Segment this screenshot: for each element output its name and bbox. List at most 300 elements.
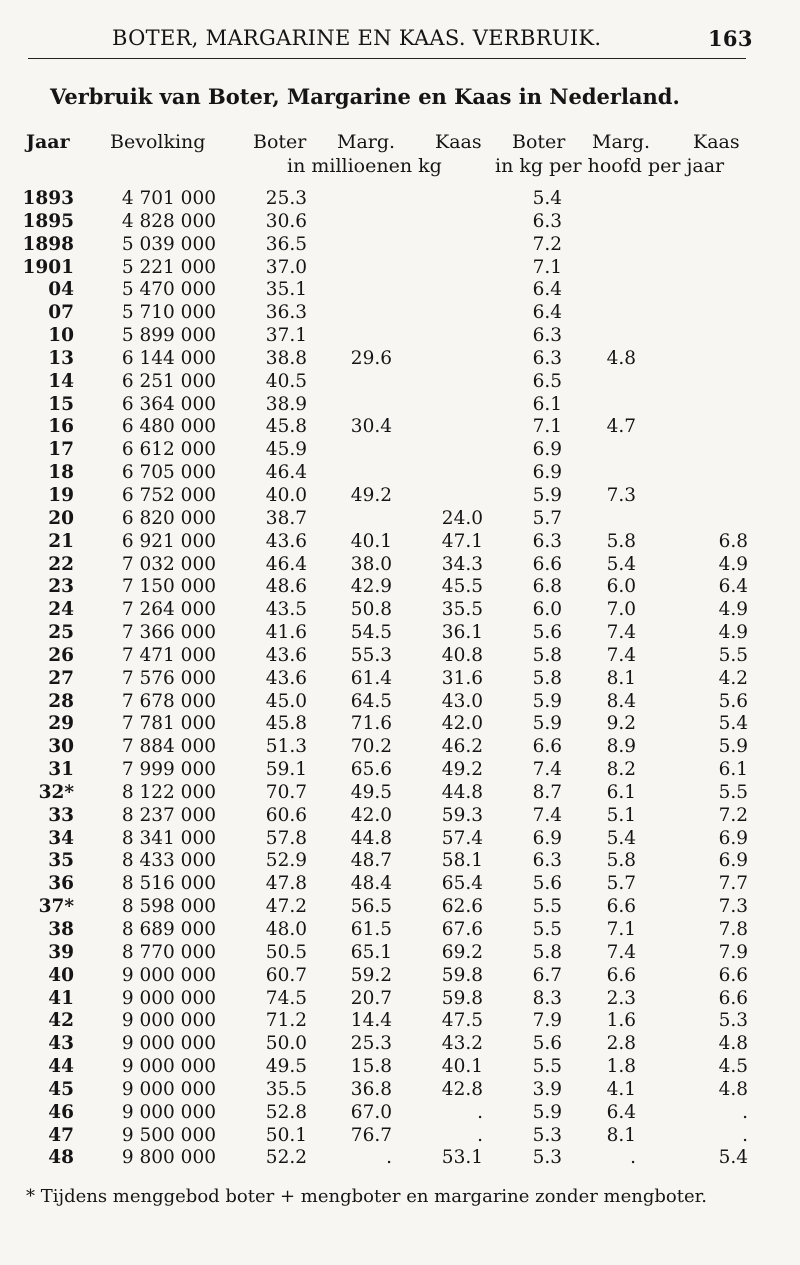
table-row xyxy=(0,850,800,873)
cell-jaar: 35 xyxy=(48,850,74,872)
cell-boter-hoofd: 5.9 xyxy=(532,484,562,506)
cell-boter-hoofd: 7.2 xyxy=(532,233,562,255)
cell-kaas-hoofd: 4.9 xyxy=(718,553,748,575)
cell-boter: 35.5 xyxy=(265,1078,307,1100)
table-row xyxy=(0,713,800,736)
cell-kaas-hoofd: 4.5 xyxy=(718,1056,748,1078)
cell-marg: 76.7 xyxy=(350,1124,392,1146)
cell-boter-hoofd: 6.8 xyxy=(532,576,562,598)
table-row xyxy=(0,439,800,462)
cell-jaar: 14 xyxy=(48,370,74,392)
cell-kaas: 40.1 xyxy=(441,1056,483,1078)
cell-bevolking: 6 820 000 xyxy=(121,507,216,529)
cell-jaar: 1898 xyxy=(22,233,74,255)
cell-jaar: 44 xyxy=(48,1056,74,1078)
cell-marg-hoofd: 6.0 xyxy=(606,576,636,598)
table-row xyxy=(0,896,800,919)
cell-boter-hoofd: 5.5 xyxy=(532,896,562,918)
cell-bevolking: 6 705 000 xyxy=(121,462,216,484)
cell-boter-hoofd: 6.9 xyxy=(532,827,562,849)
table-row xyxy=(0,873,800,896)
cell-jaar: 13 xyxy=(48,347,74,369)
table-row xyxy=(0,1033,800,1056)
cell-jaar: 24 xyxy=(48,599,74,621)
cell-kaas-hoofd: 5.5 xyxy=(718,644,748,666)
cell-marg: 48.4 xyxy=(350,873,392,895)
cell-boter-hoofd: 6.5 xyxy=(532,370,562,392)
cell-boter: 49.5 xyxy=(265,1056,307,1078)
cell-marg: 54.5 xyxy=(350,622,392,644)
cell-boter-hoofd: 6.4 xyxy=(532,279,562,301)
cell-kaas-hoofd: 7.9 xyxy=(718,941,748,963)
cell-boter: 43.6 xyxy=(265,644,307,666)
cell-bevolking: 9 000 000 xyxy=(121,1010,216,1032)
cell-jaar: 25 xyxy=(48,622,74,644)
cell-bevolking: 9 500 000 xyxy=(121,1124,216,1146)
cell-boter: 47.2 xyxy=(265,896,307,918)
cell-marg-hoofd: 5.7 xyxy=(606,873,636,895)
cell-bevolking: 9 800 000 xyxy=(121,1147,216,1169)
cell-boter-hoofd: 6.1 xyxy=(532,393,562,415)
cell-marg-hoofd: 7.4 xyxy=(606,941,636,963)
cell-kaas: 65.4 xyxy=(441,873,483,895)
cell-jaar: 30 xyxy=(48,736,74,758)
col-unit-total: in millioenen kg xyxy=(287,155,442,177)
cell-kaas: 45.5 xyxy=(441,576,483,598)
cell-jaar: 41 xyxy=(48,987,74,1009)
cell-jaar: 1895 xyxy=(22,210,74,232)
header-rule xyxy=(28,58,746,59)
col-header-jaar: Jaar xyxy=(26,131,70,153)
cell-jaar: 26 xyxy=(48,644,74,666)
cell-jaar: 33 xyxy=(48,804,74,826)
cell-boter: 40.5 xyxy=(265,370,307,392)
cell-boter: 37.0 xyxy=(265,256,307,278)
table-row xyxy=(0,828,800,851)
cell-kaas: 46.2 xyxy=(441,736,483,758)
cell-marg: 14.4 xyxy=(350,1010,392,1032)
cell-boter: 46.4 xyxy=(265,462,307,484)
cell-jaar: 38 xyxy=(48,919,74,940)
table-row xyxy=(0,279,800,302)
cell-marg: 30.4 xyxy=(350,416,392,438)
cell-boter: 41.6 xyxy=(265,622,307,644)
cell-boter: 30.6 xyxy=(265,210,307,232)
cell-kaas: 59.8 xyxy=(441,987,483,1009)
cell-boter: 70.7 xyxy=(265,781,307,803)
cell-boter-hoofd: 6.6 xyxy=(532,553,562,575)
cell-kaas-hoofd: 5.3 xyxy=(718,1010,748,1032)
cell-boter: 38.7 xyxy=(265,507,307,529)
cell-jaar: 32* xyxy=(38,781,74,803)
cell-bevolking: 8 598 000 xyxy=(121,896,216,918)
cell-marg: 25.3 xyxy=(350,1033,392,1055)
cell-boter-hoofd: 7.4 xyxy=(532,759,562,781)
cell-jaar: 31 xyxy=(48,759,74,781)
cell-boter: 38.8 xyxy=(265,347,307,369)
cell-marg-hoofd: 4.8 xyxy=(606,347,636,369)
cell-jaar: 42 xyxy=(48,1010,74,1032)
cell-marg: 36.8 xyxy=(350,1078,392,1100)
table-row xyxy=(0,485,800,508)
cell-jaar: 45 xyxy=(48,1078,74,1100)
cell-boter-hoofd: 7.1 xyxy=(532,416,562,438)
cell-marg: 59.2 xyxy=(350,964,392,986)
cell-kaas: 59.3 xyxy=(441,804,483,826)
cell-bevolking: 8 516 000 xyxy=(121,873,216,895)
cell-marg: 67.0 xyxy=(350,1101,392,1123)
cell-kaas-hoofd: . xyxy=(742,1124,748,1146)
cell-bevolking: 9 000 000 xyxy=(121,987,216,1009)
cell-bevolking: 8 341 000 xyxy=(121,827,216,849)
cell-marg-hoofd: 7.4 xyxy=(606,622,636,644)
cell-boter-hoofd: 5.3 xyxy=(532,1124,562,1146)
cell-marg: 20.7 xyxy=(350,987,392,1009)
cell-boter: 45.8 xyxy=(265,713,307,735)
cell-marg: 42.0 xyxy=(350,804,392,826)
cell-marg: 44.8 xyxy=(350,827,392,849)
cell-boter-hoofd: 7.1 xyxy=(532,256,562,278)
table-row xyxy=(0,1010,800,1033)
table-row xyxy=(0,736,800,759)
cell-bevolking: 6 480 000 xyxy=(121,416,216,438)
cell-kaas: 69.2 xyxy=(441,941,483,963)
cell-marg-hoofd: 6.1 xyxy=(606,781,636,803)
cell-bevolking: 8 433 000 xyxy=(121,850,216,872)
cell-kaas: 67.6 xyxy=(441,919,483,940)
cell-jaar: 19 xyxy=(48,484,74,506)
cell-boter-hoofd: 5.7 xyxy=(532,507,562,529)
cell-marg-hoofd: 1.6 xyxy=(606,1010,636,1032)
col-header-marg-hoofd: Marg. xyxy=(592,131,651,153)
table-row xyxy=(0,188,800,211)
table-row xyxy=(0,257,800,280)
cell-jaar: 21 xyxy=(48,530,74,552)
cell-boter: 48.0 xyxy=(265,919,307,940)
table-row xyxy=(0,988,800,1011)
cell-marg: 48.7 xyxy=(350,850,392,872)
cell-bevolking: 7 999 000 xyxy=(121,759,216,781)
cell-marg-hoofd: 1.8 xyxy=(606,1056,636,1078)
cell-marg-hoofd: 8.1 xyxy=(606,1124,636,1146)
cell-bevolking: 6 921 000 xyxy=(121,530,216,552)
cell-boter-hoofd: 7.4 xyxy=(532,804,562,826)
cell-boter: 50.5 xyxy=(265,941,307,963)
cell-kaas-hoofd: 7.8 xyxy=(718,919,748,940)
cell-bevolking: 5 470 000 xyxy=(121,279,216,301)
cell-kaas-hoofd: 5.5 xyxy=(718,781,748,803)
cell-bevolking: 8 689 000 xyxy=(121,919,216,940)
cell-bevolking: 9 000 000 xyxy=(121,1033,216,1055)
cell-jaar: 17 xyxy=(48,439,74,461)
cell-boter-hoofd: 6.4 xyxy=(532,302,562,324)
table-row xyxy=(0,394,800,417)
cell-kaas: 47.5 xyxy=(441,1010,483,1032)
table-row xyxy=(0,1102,800,1125)
cell-boter: 47.8 xyxy=(265,873,307,895)
cell-bevolking: 4 701 000 xyxy=(121,188,216,209)
cell-boter-hoofd: 5.3 xyxy=(532,1147,562,1169)
cell-kaas-hoofd: 5.9 xyxy=(718,736,748,758)
cell-boter: 74.5 xyxy=(265,987,307,1009)
cell-kaas-hoofd: 7.3 xyxy=(718,896,748,918)
cell-kaas: 42.0 xyxy=(441,713,483,735)
cell-marg-hoofd: . xyxy=(630,1147,636,1169)
table-row xyxy=(0,1125,800,1148)
running-title: BOTER, MARGARINE EN KAAS. VERBRUIK. xyxy=(112,26,602,50)
cell-bevolking: 6 251 000 xyxy=(121,370,216,392)
cell-bevolking: 7 884 000 xyxy=(121,736,216,758)
cell-boter-hoofd: 6.7 xyxy=(532,964,562,986)
cell-marg-hoofd: 7.0 xyxy=(606,599,636,621)
cell-boter: 43.6 xyxy=(265,530,307,552)
cell-bevolking: 5 710 000 xyxy=(121,302,216,324)
cell-marg: . xyxy=(386,1147,392,1169)
cell-boter: 52.9 xyxy=(265,850,307,872)
cell-boter: 51.3 xyxy=(265,736,307,758)
cell-bevolking: 8 122 000 xyxy=(121,781,216,803)
cell-kaas: 35.5 xyxy=(441,599,483,621)
cell-marg: 65.1 xyxy=(350,941,392,963)
table-row xyxy=(0,919,800,942)
cell-marg: 61.4 xyxy=(350,667,392,689)
table-row xyxy=(0,211,800,234)
cell-kaas: 47.1 xyxy=(441,530,483,552)
cell-boter: 52.8 xyxy=(265,1101,307,1123)
col-header-marg: Marg. xyxy=(337,131,396,153)
cell-kaas-hoofd: 6.4 xyxy=(718,576,748,598)
cell-jaar: 16 xyxy=(48,416,74,438)
cell-kaas-hoofd: 6.8 xyxy=(718,530,748,552)
cell-kaas: 57.4 xyxy=(441,827,483,849)
cell-marg: 49.2 xyxy=(350,484,392,506)
cell-jaar: 34 xyxy=(48,827,74,849)
table-row xyxy=(0,371,800,394)
cell-kaas: 62.6 xyxy=(441,896,483,918)
cell-bevolking: 9 000 000 xyxy=(121,1078,216,1100)
cell-boter-hoofd: 5.4 xyxy=(532,188,562,209)
table-row xyxy=(0,759,800,782)
cell-jaar: 39 xyxy=(48,941,74,963)
cell-kaas: 58.1 xyxy=(441,850,483,872)
cell-jaar: 07 xyxy=(48,302,74,324)
cell-boter: 35.1 xyxy=(265,279,307,301)
cell-bevolking: 7 576 000 xyxy=(121,667,216,689)
cell-boter: 43.6 xyxy=(265,667,307,689)
cell-bevolking: 7 781 000 xyxy=(121,713,216,735)
cell-marg-hoofd: 4.1 xyxy=(606,1078,636,1100)
cell-marg-hoofd: 2.3 xyxy=(606,987,636,1009)
cell-kaas-hoofd: 6.6 xyxy=(718,964,748,986)
cell-marg-hoofd: 8.1 xyxy=(606,667,636,689)
cell-jaar: 20 xyxy=(48,507,74,529)
cell-bevolking: 7 150 000 xyxy=(121,576,216,598)
cell-kaas: 44.8 xyxy=(441,781,483,803)
cell-jaar: 22 xyxy=(48,553,74,575)
cell-boter: 60.6 xyxy=(265,804,307,826)
cell-boter: 50.1 xyxy=(265,1124,307,1146)
cell-jaar: 29 xyxy=(48,713,74,735)
cell-jaar: 46 xyxy=(48,1101,74,1123)
cell-jaar: 43 xyxy=(48,1033,74,1055)
table-row xyxy=(0,508,800,531)
cell-boter: 45.0 xyxy=(265,690,307,712)
cell-kaas-hoofd: 4.8 xyxy=(718,1033,748,1055)
cell-marg: 70.2 xyxy=(350,736,392,758)
cell-kaas-hoofd: 5.4 xyxy=(718,1147,748,1169)
cell-marg-hoofd: 5.8 xyxy=(606,850,636,872)
cell-kaas: 24.0 xyxy=(441,507,483,529)
cell-jaar: 36 xyxy=(48,873,74,895)
cell-marg: 56.5 xyxy=(350,896,392,918)
cell-bevolking: 7 264 000 xyxy=(121,599,216,621)
cell-boter-hoofd: 3.9 xyxy=(532,1078,562,1100)
cell-boter-hoofd: 5.8 xyxy=(532,941,562,963)
col-header-kaas: Kaas xyxy=(435,131,482,153)
cell-marg-hoofd: 2.8 xyxy=(606,1033,636,1055)
table-row xyxy=(0,645,800,668)
cell-marg-hoofd: 5.1 xyxy=(606,804,636,826)
cell-boter: 38.9 xyxy=(265,393,307,415)
col-header-boter: Boter xyxy=(253,131,307,153)
cell-jaar: 28 xyxy=(48,690,74,712)
cell-boter-hoofd: 6.3 xyxy=(532,347,562,369)
cell-bevolking: 7 678 000 xyxy=(121,690,216,712)
cell-kaas-hoofd: 6.6 xyxy=(718,987,748,1009)
cell-bevolking: 9 000 000 xyxy=(121,1101,216,1123)
cell-boter: 37.1 xyxy=(265,325,307,347)
cell-bevolking: 6 752 000 xyxy=(121,484,216,506)
cell-kaas-hoofd: 4.9 xyxy=(718,622,748,644)
cell-boter-hoofd: 6.3 xyxy=(532,850,562,872)
cell-kaas: . xyxy=(477,1124,483,1146)
cell-boter-hoofd: 8.7 xyxy=(532,781,562,803)
cell-kaas-hoofd: 6.9 xyxy=(718,827,748,849)
cell-marg-hoofd: 6.6 xyxy=(606,964,636,986)
col-unit-per-head: in kg per hoofd per jaar xyxy=(495,155,725,177)
cell-boter-hoofd: 5.9 xyxy=(532,690,562,712)
cell-kaas-hoofd: 4.8 xyxy=(718,1078,748,1100)
cell-kaas-hoofd: 5.6 xyxy=(718,690,748,712)
cell-kaas: 40.8 xyxy=(441,644,483,666)
cell-bevolking: 6 144 000 xyxy=(121,347,216,369)
table-row xyxy=(0,348,800,371)
cell-boter-hoofd: 6.3 xyxy=(532,210,562,232)
table-row xyxy=(0,668,800,691)
cell-marg: 40.1 xyxy=(350,530,392,552)
cell-boter-hoofd: 5.5 xyxy=(532,919,562,940)
cell-kaas-hoofd: 6.1 xyxy=(718,759,748,781)
cell-kaas: 43.2 xyxy=(441,1033,483,1055)
cell-marg: 64.5 xyxy=(350,690,392,712)
cell-boter-hoofd: 7.9 xyxy=(532,1010,562,1032)
cell-marg-hoofd: 5.8 xyxy=(606,530,636,552)
cell-bevolking: 5 039 000 xyxy=(121,233,216,255)
cell-kaas: . xyxy=(477,1101,483,1123)
cell-boter-hoofd: 6.9 xyxy=(532,462,562,484)
cell-bevolking: 9 000 000 xyxy=(121,1056,216,1078)
cell-kaas: 53.1 xyxy=(441,1147,483,1169)
cell-jaar: 23 xyxy=(48,576,74,598)
cell-marg: 42.9 xyxy=(350,576,392,598)
table-row xyxy=(0,554,800,577)
cell-boter-hoofd: 6.0 xyxy=(532,599,562,621)
cell-boter: 50.0 xyxy=(265,1033,307,1055)
footnote: * Tijdens menggebod boter + mengboter en margarine zonder mengboter. xyxy=(26,1186,707,1207)
cell-boter-hoofd: 8.3 xyxy=(532,987,562,1009)
table-row xyxy=(0,325,800,348)
cell-marg-hoofd: 7.1 xyxy=(606,919,636,940)
cell-kaas-hoofd: 5.4 xyxy=(718,713,748,735)
cell-kaas: 42.8 xyxy=(441,1078,483,1100)
table-row xyxy=(0,576,800,599)
cell-kaas: 49.2 xyxy=(441,759,483,781)
cell-kaas: 59.8 xyxy=(441,964,483,986)
cell-marg: 15.8 xyxy=(350,1056,392,1078)
cell-marg-hoofd: 7.4 xyxy=(606,644,636,666)
cell-marg-hoofd: 6.4 xyxy=(606,1101,636,1123)
cell-marg-hoofd: 4.7 xyxy=(606,416,636,438)
cell-jaar: 40 xyxy=(48,964,74,986)
cell-boter: 60.7 xyxy=(265,964,307,986)
cell-kaas-hoofd: 6.9 xyxy=(718,850,748,872)
cell-kaas: 34.3 xyxy=(441,553,483,575)
cell-boter: 48.6 xyxy=(265,576,307,598)
cell-kaas-hoofd: 4.9 xyxy=(718,599,748,621)
cell-bevolking: 6 612 000 xyxy=(121,439,216,461)
page-header xyxy=(0,18,800,58)
cell-kaas: 36.1 xyxy=(441,622,483,644)
cell-marg: 65.6 xyxy=(350,759,392,781)
cell-jaar: 48 xyxy=(48,1147,74,1169)
data-table-body xyxy=(0,188,800,1170)
table-row xyxy=(0,1079,800,1102)
cell-jaar: 47 xyxy=(48,1124,74,1146)
table-row xyxy=(0,805,800,828)
page-number: 163 xyxy=(708,26,753,51)
cell-marg-hoofd: 9.2 xyxy=(606,713,636,735)
cell-marg: 71.6 xyxy=(350,713,392,735)
table-row xyxy=(0,416,800,439)
cell-bevolking: 8 770 000 xyxy=(121,941,216,963)
cell-bevolking: 6 364 000 xyxy=(121,393,216,415)
table-row xyxy=(0,1056,800,1079)
col-header-kaas-hoofd: Kaas xyxy=(693,131,740,153)
cell-marg-hoofd: 5.4 xyxy=(606,827,636,849)
cell-boter: 52.2 xyxy=(265,1147,307,1169)
cell-bevolking: 9 000 000 xyxy=(121,964,216,986)
cell-boter: 71.2 xyxy=(265,1010,307,1032)
table-title: Verbruik van Boter, Margarine en Kaas in Nederland. xyxy=(50,84,680,109)
table-row xyxy=(0,782,800,805)
cell-boter-hoofd: 6.9 xyxy=(532,439,562,461)
cell-jaar: 27 xyxy=(48,667,74,689)
cell-marg: 49.5 xyxy=(350,781,392,803)
cell-marg: 29.6 xyxy=(350,347,392,369)
cell-jaar: 15 xyxy=(48,393,74,415)
cell-bevolking: 7 032 000 xyxy=(121,553,216,575)
cell-boter-hoofd: 6.3 xyxy=(532,530,562,552)
cell-boter: 59.1 xyxy=(265,759,307,781)
table-row xyxy=(0,462,800,485)
cell-boter-hoofd: 5.9 xyxy=(532,1101,562,1123)
cell-jaar: 10 xyxy=(48,325,74,347)
table-row xyxy=(0,942,800,965)
table-row xyxy=(0,599,800,622)
cell-marg: 50.8 xyxy=(350,599,392,621)
cell-boter-hoofd: 5.9 xyxy=(532,713,562,735)
cell-boter-hoofd: 5.6 xyxy=(532,1033,562,1055)
